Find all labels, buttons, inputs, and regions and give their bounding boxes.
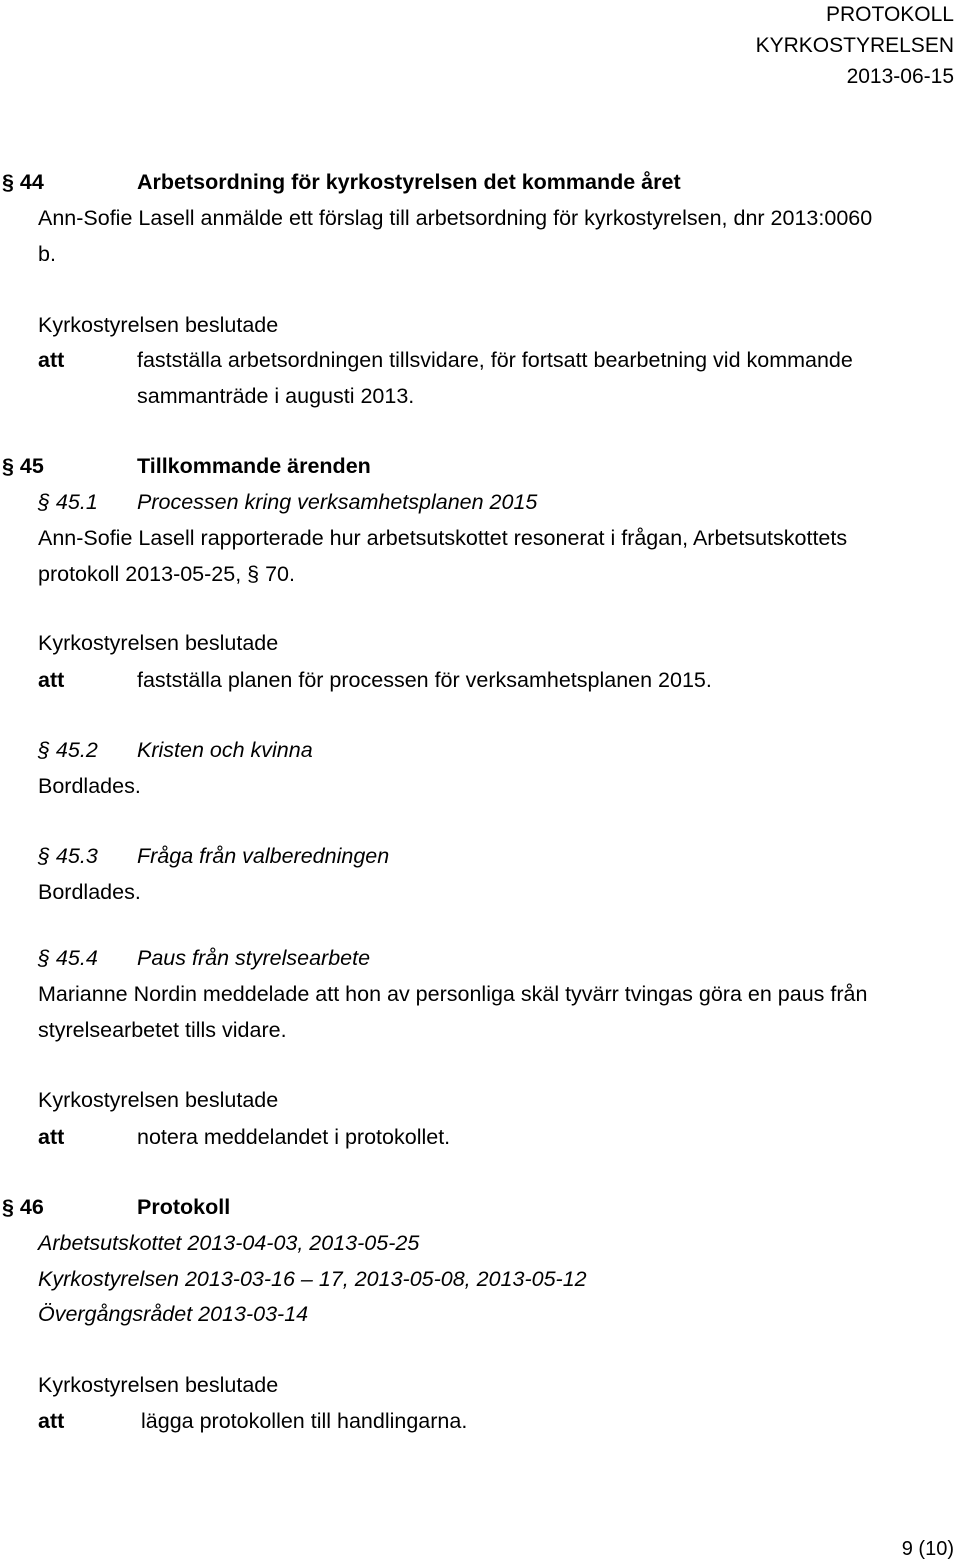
section-45-3-text: Bordlades. [38, 880, 141, 904]
section-44-text: Ann-Sofie Lasell anmälde ett förslag till arbetsordning för kyrkostyrelsen, dnr 2013:0060 [38, 206, 873, 230]
section-45-2-number: § 45.2 [38, 738, 98, 762]
header-date: 2013-06-15 [846, 65, 954, 88]
section-44-text-cont: b. [38, 242, 56, 266]
section-45-title: Tillkommande ärenden [137, 454, 371, 478]
section-46-att-label: att [38, 1409, 65, 1433]
section-46-att-text: lägga protokollen till handlingarna. [141, 1409, 468, 1433]
section-45-4-number: § 45.4 [38, 946, 98, 970]
section-44-att-label: att [38, 348, 65, 372]
section-45-3-title: Fråga från valberedningen [137, 844, 390, 868]
section-46-line-arbetsutskottet: Arbetsutskottet 2013-04-03, 2013-05-25 [38, 1231, 420, 1255]
section-45-2-title: Kristen och kvinna [137, 738, 313, 762]
section-45-1-text: Ann-Sofie Lasell rapporterade hur arbetsutskottet resonerat i frågan, Arbetsutskottets [38, 526, 848, 550]
section-46-line-kyrkostyrelsen: Kyrkostyrelsen 2013-03-16 – 17, 2013-05-08, 2013-05-12 [38, 1267, 587, 1291]
section-45-4-att-label: att [38, 1125, 65, 1149]
section-46-decision: Kyrkostyrelsen beslutade [38, 1373, 279, 1397]
section-46-number: § 46 [2, 1195, 44, 1219]
page-number: 9 (10) [901, 1538, 954, 1560]
header-organization: KYRKOSTYRELSEN [755, 34, 954, 57]
section-44-number: § 44 [2, 170, 44, 194]
section-45-1-title: Processen kring verksamhetsplanen 2015 [137, 490, 538, 514]
header-document-type: PROTOKOLL [826, 3, 954, 26]
section-45-1-att-text: fastställa planen för processen för verksamhetsplanen 2015. [137, 668, 712, 692]
section-45-1-text-cont: protokoll 2013-05-25, § 70. [38, 562, 295, 586]
section-45-4-decision: Kyrkostyrelsen beslutade [38, 1088, 279, 1112]
section-45-3-number: § 45.3 [38, 844, 98, 868]
section-45-1-decision: Kyrkostyrelsen beslutade [38, 631, 279, 655]
section-46-line-overgangsradet: Övergångsrådet 2013-03-14 [38, 1302, 309, 1326]
section-46-title: Protokoll [137, 1195, 231, 1219]
section-45-1-att-label: att [38, 668, 65, 692]
section-45-2-text: Bordlades. [38, 774, 141, 798]
section-44-att-text-cont: sammanträde i augusti 2013. [137, 384, 415, 408]
section-45-4-att-text: notera meddelandet i protokollet. [137, 1125, 451, 1149]
section-45-4-title: Paus från styrelsearbete [137, 946, 371, 970]
section-45-4-text-cont: styrelsearbetet tills vidare. [38, 1018, 287, 1042]
section-44-decision: Kyrkostyrelsen beslutade [38, 313, 279, 337]
section-45-number: § 45 [2, 454, 44, 478]
section-45-4-text: Marianne Nordin meddelade att hon av personliga skäl tyvärr tvingas göra en paus från [38, 982, 868, 1006]
section-45-1-number: § 45.1 [38, 490, 98, 514]
section-44-title: Arbetsordning för kyrkostyrelsen det kommande året [137, 170, 681, 194]
section-44-att-text: fastställa arbetsordningen tillsvidare, för fortsatt bearbetning vid kommande [137, 348, 853, 372]
